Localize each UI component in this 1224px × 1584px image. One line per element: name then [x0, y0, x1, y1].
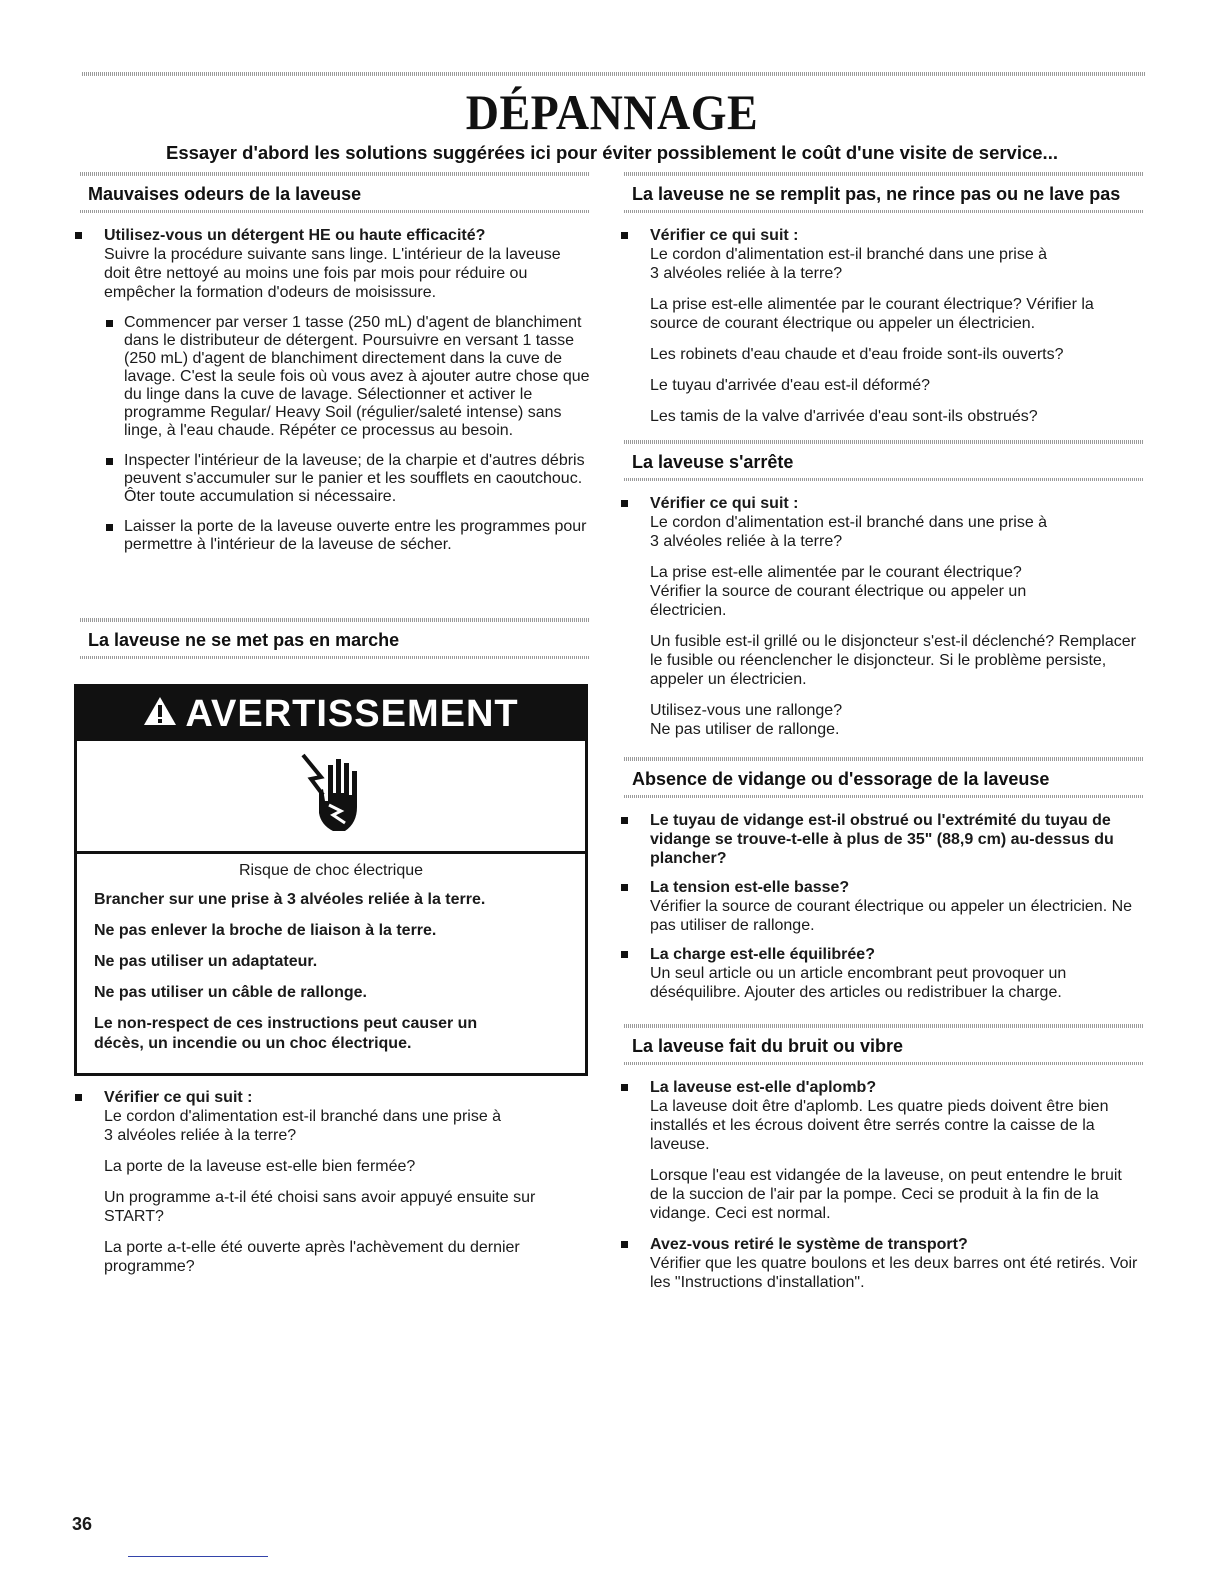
section-vidange-heading: [624, 769, 1144, 790]
section-arrete-body: [618, 494, 1144, 739]
footer-line: [128, 1556, 268, 1557]
paragraph: Utilisez-vous une rallonge?: [650, 702, 843, 719]
rule-remplit-top: [624, 172, 1144, 176]
bullet-item: [618, 811, 1144, 868]
rule-odeurs-top: [80, 172, 590, 176]
bullet-text: Le cordon d'alimentation est-il branché dans une prise à: [104, 1108, 502, 1125]
paragraph: Lorsque l'eau est vidangée de la laveuse, on peut entendre le bruit de la succion de l'air par la pompe. Ceci se produit à la fin de la vidange. Ceci est normal.: [650, 1167, 1122, 1222]
sub-bullet: Laisser la porte de la laveuse ouverte entre les programmes pour permettre à l'intérieur de la laveuse de sécher.: [72, 518, 590, 554]
paragraph: La prise est-elle alimentée par le courant électrique? Vérifier la source de courant électrique ou appeler un électricien.: [650, 296, 1094, 332]
section-vidange-body: [618, 811, 1144, 1002]
section-remplit-heading: [624, 184, 1154, 205]
paragraph: La prise est-elle alimentée par le courant électrique? Vérifier la source de courant électrique ou appeler un électricien.: [650, 564, 1027, 619]
bullet-text: Le cordon d'alimentation est-il branché dans une prise à: [650, 246, 1048, 263]
bullet-text: Le cordon d'alimentation est-il branché dans une prise à: [650, 514, 1048, 531]
sub-bullet: Commencer par verser 1 tasse (250 mL) d'agent de blanchiment dans le distributeur de détergent. Poursuivre en versant 1 tasse (250 mL) d'agent de blanchiment directement dans la cuve de lavage. C'est la seule fois où vous avez à ajouter autre chose que du linge dans la cuve de lavage. Sélectionner et activer le programme Regular/ Heavy Soil (régulier/saleté intense) sans linge, à l'eau chaude. Répéter ce processus au besoin.: [72, 314, 590, 440]
warning-title: AVERTISSEMENT: [185, 692, 519, 735]
warning-line: Brancher sur une prise à 3 alvéoles reliée à la terre.: [94, 891, 486, 908]
bullet-item: [618, 226, 1144, 283]
bullet-item: [618, 945, 1144, 1002]
rule-arrete-bottom: [624, 478, 1144, 481]
bullet-item: [618, 878, 1144, 935]
section-heading: Mauvaises odeurs de la laveuse: [88, 184, 362, 204]
page-number: 36: [72, 1514, 93, 1534]
rule-remplit-bottom: [624, 210, 1144, 213]
section-odeurs-body: [72, 226, 590, 554]
section-odeurs-heading: [80, 184, 590, 205]
section-marche-body: [72, 1088, 590, 1276]
section-bruit-body: [618, 1078, 1144, 1292]
paragraph: La porte de la laveuse est-elle bien fermée?: [104, 1158, 416, 1175]
bullet-question: Vérifier ce qui suit :: [650, 495, 799, 512]
section-marche-heading: [80, 630, 590, 651]
section-arrete-heading: [624, 452, 1144, 473]
rule-vidange-bottom: [624, 795, 1144, 798]
bullet-item: [618, 494, 1144, 551]
warning-line: Ne pas enlever la broche de liaison à la terre.: [94, 922, 437, 939]
bullet-text: 3 alvéoles reliée à la terre?: [650, 265, 843, 282]
page-title: DÉPANNAGE: [465, 84, 759, 141]
section-bruit-heading: [624, 1036, 1144, 1057]
warning-image: [77, 741, 585, 854]
paragraph: Un programme a-t-il été choisi sans avoir appuyé ensuite sur START?: [104, 1189, 536, 1225]
rule-bruit-bottom: [624, 1062, 1144, 1065]
bullet-question: Vérifier ce qui suit :: [104, 1089, 253, 1106]
paragraph: La porte a-t-elle été ouverte après l'achèvement du dernier programme?: [104, 1239, 520, 1275]
warning-header: [77, 687, 585, 741]
rule-odeurs-bottom: [80, 210, 590, 213]
warning-line: Ne pas utiliser un câble de rallonge.: [94, 984, 367, 1001]
warning-body: [77, 854, 585, 1054]
bullet-text: Vérifier que les quatre boulons et les deux barres ont été retirés. Voir les "Instructions d'installation".: [650, 1255, 1138, 1291]
section-heading: La laveuse fait du bruit ou vibre: [632, 1036, 904, 1056]
electric-shock-hand-icon: [299, 751, 363, 841]
bullet-item: [72, 1088, 590, 1145]
bullet-question: Utilisez-vous un détergent HE ou haute efficacité?: [104, 227, 486, 244]
rule-vidange-top: [624, 757, 1144, 761]
rule-bruit-top: [624, 1024, 1144, 1028]
warning-line: Ne pas utiliser un adaptateur.: [94, 953, 318, 970]
bullet-question: Avez-vous retiré le système de transport?: [650, 1236, 968, 1253]
bullet-item: [72, 226, 590, 302]
bullet-text: Suivre la procédure suivante sans linge. L'intérieur de la laveuse doit être nettoyé au moins une fois par mois pour réduire ou empêcher la formation d'odeurs de moisissure.: [104, 246, 561, 301]
paragraph: Un fusible est-il grillé ou le disjoncteur s'est-il déclenché? Remplacer le fusible ou réenclencher le disjoncteur. Si le problème persiste, appeler un électricien.: [650, 633, 1136, 688]
bullet-text: 3 alvéoles reliée à la terre?: [650, 533, 843, 550]
bullet-question: La tension est-elle basse?: [650, 879, 850, 896]
paragraph: Les robinets d'eau chaude et d'eau froide sont-ils ouverts?: [650, 346, 1064, 363]
bullet-question: La laveuse est-elle d'aplomb?: [650, 1079, 877, 1096]
bullet-question: Le tuyau de vidange est-il obstrué ou l'extrémité du tuyau de vidange se trouve-t-elle à plus de 35" (88,9 cm) au-dessus du plancher?: [650, 812, 1114, 867]
section-remplit-body: [618, 226, 1144, 426]
warning-box: [74, 684, 588, 1076]
bullet-question: Vérifier ce qui suit :: [650, 227, 799, 244]
page-subtitle: Essayer d'abord les solutions suggérées ici pour éviter possiblement le coût d'une visite de service...: [166, 142, 1058, 163]
rule-marche-top: [80, 618, 590, 622]
bullet-question: La charge est-elle équilibrée?: [650, 946, 875, 963]
bullet-item: [618, 1078, 1144, 1154]
paragraph: Les tamis de la valve d'arrivée d'eau sont-ils obstrués?: [650, 408, 1038, 425]
top-rule: [82, 72, 1146, 76]
sub-bullet: Inspecter l'intérieur de la laveuse; de la charpie et d'autres débris peuvent s'accumuler sur le panier et les soufflets en caoutchouc. Ôter toute accumulation si nécessaire.: [72, 452, 590, 506]
rule-arrete-top: [624, 440, 1144, 444]
section-heading: La laveuse s'arrête: [632, 452, 794, 472]
paragraph: Ne pas utiliser de rallonge.: [650, 721, 840, 738]
bullet-text: 3 alvéoles reliée à la terre?: [104, 1127, 297, 1144]
bullet-item: [618, 1235, 1144, 1292]
section-heading: Absence de vidange ou d'essorage de la laveuse: [632, 769, 1050, 789]
section-heading: La laveuse ne se remplit pas, ne rince pas ou ne lave pas: [632, 184, 1121, 204]
bullet-text: La laveuse doit être d'aplomb. Les quatre pieds doivent être bien installés et les écrous doivent être serrés contre la caisse de la laveuse.: [650, 1098, 1109, 1153]
paragraph: Le tuyau d'arrivée d'eau est-il déformé?: [650, 377, 931, 394]
bullet-text: Un seul article ou un article encombrant peut provoquer un déséquilibre. Ajouter des articles ou redistribuer la charge.: [650, 965, 1067, 1001]
warning-triangle-icon: [143, 693, 177, 736]
warning-line: Le non-respect de ces instructions peut causer un décès, un incendie ou un choc électrique.: [94, 1015, 478, 1052]
warning-risk: Risque de choc électrique: [238, 862, 424, 879]
bullet-text: Vérifier la source de courant électrique ou appeler un électricien. Ne pas utiliser de rallonge.: [650, 898, 1133, 934]
section-heading: La laveuse ne se met pas en marche: [88, 630, 400, 650]
rule-marche-bottom: [80, 656, 590, 659]
